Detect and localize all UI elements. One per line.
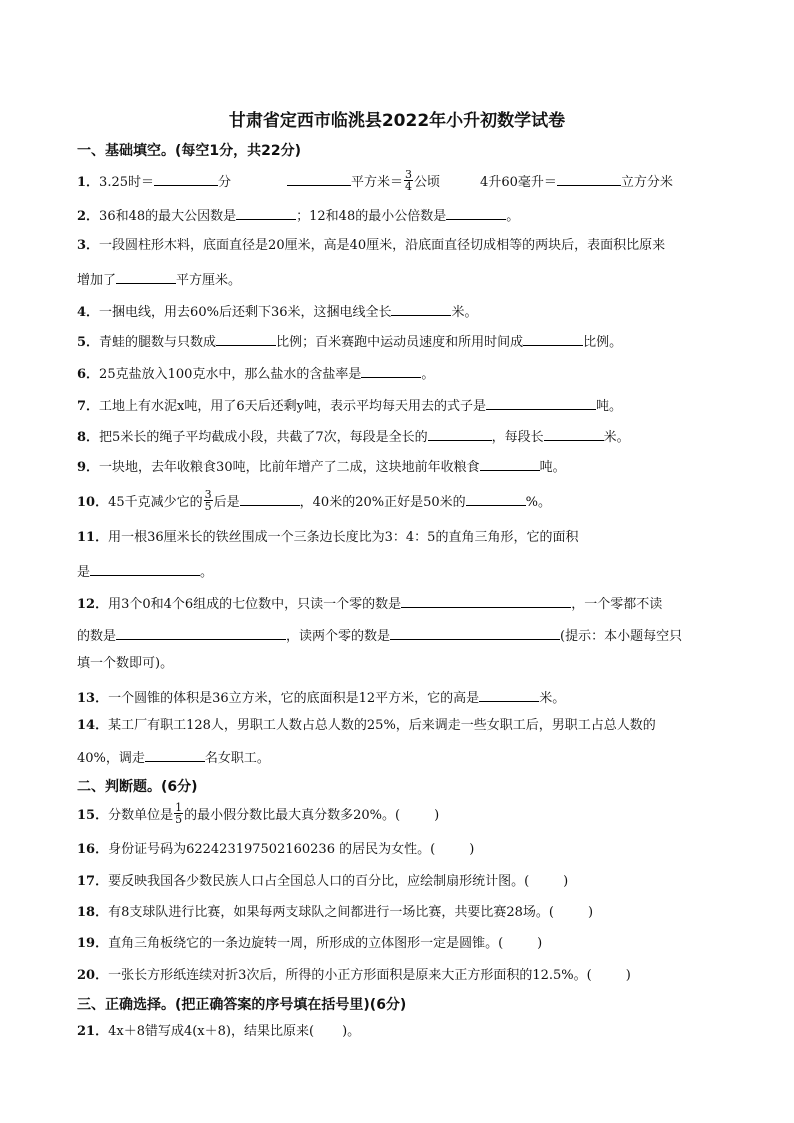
- answer-blank[interactable]: [154, 170, 218, 186]
- question-text: ，读两个零的数是: [286, 629, 391, 644]
- fraction: [174, 802, 183, 825]
- question-20: [77, 966, 757, 986]
- question-11-continued: [77, 560, 757, 583]
- answer-blank[interactable]: [145, 746, 205, 762]
- question-4: [77, 300, 757, 323]
- question-text: 一张长方形纸连续对折3次后，所得的小正方形面积是原来大正方形面积的12.5%。(: [108, 968, 592, 983]
- question-12-continued-2: [77, 654, 757, 674]
- question-text: 3.25时＝: [99, 175, 154, 190]
- question-text: ): [469, 842, 475, 857]
- question-text: 有8支球队进行比赛，如果每两支球队之间都进行一场比赛，共要比赛28场。(: [108, 905, 554, 920]
- answer-blank[interactable]: [216, 330, 276, 346]
- question-number: 18．: [77, 905, 109, 920]
- answer-blank[interactable]: [361, 362, 421, 378]
- question-text: 25克盐放入100克水中，那么盐水的含盐率是: [99, 367, 362, 382]
- question-text: 一块地，去年收粮食30吨，比前年增产了二成，这块地前年收粮食: [99, 460, 480, 475]
- question-text: ): [563, 874, 569, 889]
- question-text: 用3个0和4个6组成的七位数中，只读一个零的数是: [108, 597, 402, 612]
- question-text: 米。: [539, 691, 566, 706]
- question-text: 平方厘米。: [176, 273, 242, 288]
- question-number: 9．: [77, 460, 100, 475]
- question-number: 17．: [77, 874, 109, 889]
- question-number: 10．: [77, 495, 109, 510]
- question-9: [77, 455, 757, 478]
- section-1-heading: 一、基础填空。(每空1分，共22分): [77, 143, 302, 159]
- question-text: ；12和48的最小公倍数是: [296, 209, 447, 224]
- question-10: [77, 490, 757, 514]
- fraction-numerator: 1: [175, 801, 183, 814]
- question-text: ): [434, 808, 440, 823]
- question-12-continued: [77, 624, 757, 647]
- fraction: [404, 169, 413, 192]
- question-text: 立方分米: [620, 175, 673, 190]
- answer-blank[interactable]: [479, 686, 539, 702]
- answer-blank[interactable]: [446, 204, 506, 220]
- answer-blank[interactable]: [480, 455, 540, 471]
- question-number: 13．: [77, 691, 109, 706]
- question-number: 11．: [77, 530, 109, 545]
- question-text: 米。: [603, 430, 630, 445]
- question-14: [77, 716, 757, 736]
- question-text: 填一个数即可)。: [77, 656, 174, 671]
- fraction-denominator: 5: [175, 813, 183, 826]
- question-7: [77, 394, 757, 417]
- question-text: ): [625, 968, 631, 983]
- question-19: [77, 934, 757, 954]
- answer-blank[interactable]: [486, 394, 596, 410]
- answer-blank[interactable]: [557, 170, 621, 186]
- answer-blank[interactable]: [428, 425, 492, 441]
- fraction-denominator: 5: [204, 500, 212, 513]
- question-text: 用一根36厘米长的铁丝围成一个三条边长度比为3：4：5的直角三角形，它的面积: [108, 530, 579, 545]
- fraction-numerator: 3: [405, 168, 413, 181]
- question-number: 7．: [77, 399, 100, 414]
- question-text: 。: [506, 209, 520, 224]
- question-text: 吨。: [596, 399, 623, 414]
- question-number: 6．: [77, 367, 100, 382]
- question-text: 36和48的最大公因数是: [99, 209, 237, 224]
- fraction-numerator: 3: [204, 488, 212, 501]
- question-text: 分数单位是: [108, 808, 174, 823]
- question-text: 。: [200, 565, 214, 580]
- question-2: [77, 204, 757, 227]
- question-text: 40%，调走: [77, 751, 145, 766]
- question-number: 1．: [77, 175, 100, 190]
- question-text: 分: [218, 175, 232, 190]
- question-text: 比例。: [583, 335, 623, 350]
- question-number: 4．: [77, 305, 100, 320]
- question-text: 。: [421, 367, 435, 382]
- question-15: [77, 801, 757, 827]
- answer-blank[interactable]: [116, 268, 176, 284]
- answer-blank[interactable]: [390, 624, 560, 640]
- question-number: 2．: [77, 209, 100, 224]
- question-number: 21．: [77, 1024, 109, 1039]
- question-6: [77, 362, 757, 385]
- question-text: ，每段长: [491, 430, 544, 445]
- answer-blank[interactable]: [90, 560, 200, 576]
- question-text: 比例；百米赛跑中运动员速度和所用时间成: [276, 335, 524, 350]
- question-18: [77, 903, 757, 923]
- question-text: ): [537, 936, 543, 951]
- fraction-denominator: 4: [405, 180, 413, 193]
- answer-blank[interactable]: [523, 330, 583, 346]
- question-text: 把5米长的绳子平均截成小段，共截了7次，每段是全长的: [99, 430, 428, 445]
- question-text: 某工厂有职工128人，男职工人数占总人数的25%，后来调走一些女职工后，男职工占总人数的: [108, 718, 656, 733]
- question-text: %。: [525, 495, 551, 510]
- question-11: [77, 528, 757, 548]
- answer-blank[interactable]: [466, 490, 526, 506]
- question-text: 工地上有水泥x吨，用了6天后还剩y吨，表示平均每天用去的式子是: [99, 399, 486, 414]
- question-21: [77, 1022, 757, 1042]
- question-text: 增加了: [77, 273, 117, 288]
- question-text: 身份证号码为622423197502160236 的居民为女性。(: [108, 842, 436, 857]
- question-text: ): [587, 905, 594, 920]
- question-number: 5．: [77, 335, 100, 350]
- question-text: 4x＋8错写成4(x＋8)，结果比原来(: [108, 1024, 315, 1039]
- page-title: 甘肃省定西市临洮县2022年小升初数学试卷: [228, 111, 566, 131]
- question-3-continued: [77, 268, 757, 291]
- question-text: 一个圆锥的体积是36立方米，它的底面积是12平方米，它的高是: [108, 691, 480, 706]
- question-text: ，40米的20%正好是50米的: [299, 495, 466, 510]
- question-text: 米。: [451, 305, 478, 320]
- question-number: 15．: [77, 808, 109, 823]
- section-2-heading: 二、判断题。(6分): [77, 779, 198, 795]
- question-number: 14．: [77, 718, 109, 733]
- question-text: 一段圆柱形木料，底面直径是20厘米，高是40厘米，沿底面直径切成相等的两块后，表面积比原来: [99, 238, 666, 253]
- question-text: 的最小假分数比最大真分数多20%。(: [184, 808, 401, 823]
- answer-blank[interactable]: [391, 300, 451, 316]
- question-text: 45千克减少它的: [108, 495, 203, 510]
- question-number: 12．: [77, 597, 109, 612]
- answer-blank[interactable]: [240, 490, 300, 506]
- question-number: 19．: [77, 936, 109, 951]
- question-text: 名女职工。: [204, 751, 270, 766]
- question-17: [77, 872, 757, 892]
- question-number: 20．: [77, 968, 109, 983]
- question-text: 要反映我国各少数民族人口占全国总人口的百分比，应绘制扇形统计图。(: [108, 874, 530, 889]
- answer-blank[interactable]: [544, 425, 604, 441]
- fraction: [204, 489, 213, 512]
- answer-blank[interactable]: [401, 592, 571, 608]
- question-14-continued: [77, 746, 757, 769]
- question-text: )。: [342, 1024, 361, 1039]
- question-text: 4升60毫升＝: [480, 175, 557, 190]
- question-5: [77, 330, 757, 353]
- question-text: 后是: [213, 495, 240, 510]
- question-text: 的数是: [77, 629, 117, 644]
- question-13: [77, 686, 757, 709]
- question-text: 是: [77, 565, 91, 580]
- question-text: 吨。: [539, 460, 566, 475]
- question-text: (提示：本小题每空只: [560, 629, 683, 644]
- question-text: 平方米＝: [351, 175, 404, 190]
- answer-blank[interactable]: [116, 624, 286, 640]
- question-1: [77, 170, 757, 194]
- answer-blank[interactable]: [287, 170, 351, 186]
- question-3: [77, 236, 757, 256]
- question-8: [77, 425, 757, 448]
- question-text: 直角三角板绕它的一条边旋转一周，所形成的立体图形一定是圆锥。(: [108, 936, 504, 951]
- question-number: 3．: [77, 238, 100, 253]
- question-text: 公顷: [414, 175, 441, 190]
- section-3-heading: 三、正确选择。(把正确答案的序号填在括号里)(6分): [77, 997, 407, 1013]
- question-number: 8．: [77, 430, 100, 445]
- question-12: [77, 592, 757, 615]
- question-text: ，一个零都不读: [571, 597, 663, 612]
- question-text: 青蛙的腿数与只数成: [99, 335, 217, 350]
- question-text: 一捆电线，用去60%后还剩下36米，这捆电线全长: [99, 305, 392, 320]
- question-number: 16．: [77, 842, 109, 857]
- answer-blank[interactable]: [236, 204, 296, 220]
- question-16: [77, 840, 757, 860]
